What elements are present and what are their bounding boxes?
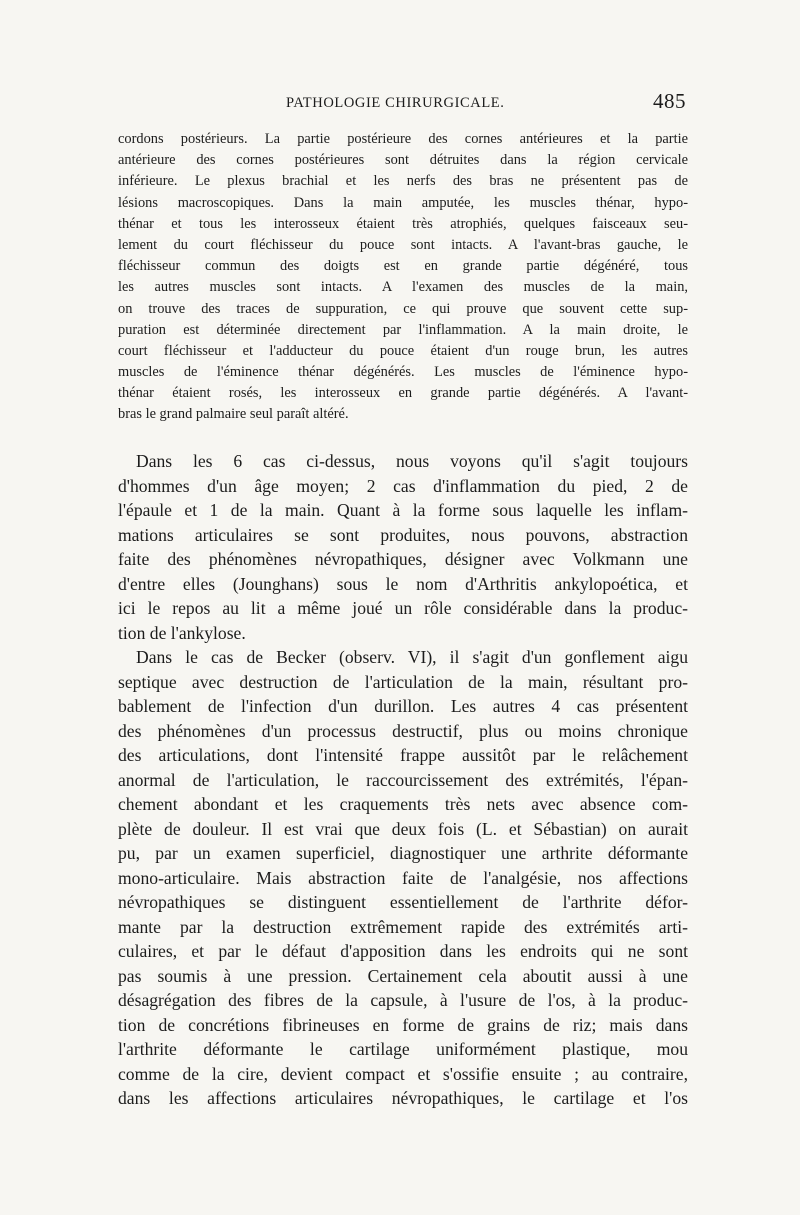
small-print-line: lement du court fléchisseur du pouce sont intacts. A l'avant-bras gauche, le [118,236,688,253]
body-line: tion de l'ankylose. [118,622,246,643]
body-line: des articulations, dont l'intensité frappe aussitôt par le relâchement [118,745,688,765]
small-print-line: puration est déterminée directement par l'inflammation. A la main droite, le [118,321,688,338]
small-print-line: cordons postérieurs. La partie postérieure des cornes antérieures et la partie [118,131,688,147]
body-line: désagrégation des fibres de la capsule, à l'usure de l'os, à la produc- [118,990,688,1010]
small-print-line: on trouve des traces de suppuration, ce qui prouve que souvent cette sup- [118,300,688,317]
body-line: l'arthrite déformante le cartilage uniformément plastique, mou [118,1039,688,1059]
body-line: septique avec destruction de l'articulation de la main, résultant pro- [118,671,688,692]
small-print-line: bras le grand palmaire seul paraît altéré. [118,406,349,423]
small-print-line: antérieure des cornes postérieures sont détruites dans la région cervicale [118,152,688,169]
paragraph-1 [118,449,688,645]
page-number: 485 [653,89,686,113]
small-print-line: fléchisseur commun des doigts est en grande partie dégénéré, tous [118,258,688,275]
body-line: tion de concrétions fibrineuses en forme de grains de riz; mais dans [118,1014,688,1035]
body-line: plète de douleur. Il est vrai que deux fois (L. et Sébastian) on aurait [118,818,688,839]
body-line: anormal de l'articulation, le raccourcissement des extrémités, l'épan- [118,769,688,790]
body-line: névropathiques se distinguent essentiellement de l'arthrite défor- [118,892,688,912]
paragraph-2 [118,645,688,1111]
small-print-block [118,129,688,426]
body-line: pas soumis à une pression. Certainement cela aboutit aussi à une [118,965,688,986]
small-print-line: inférieure. Le plexus brachial et les nerfs des bras ne présentent pas de [118,173,688,190]
body-line: Dans le cas de Becker (observ. VI), il s'agit d'un gonflement aigu [136,647,688,667]
small-print-line: thénar étaient rosés, les interosseux en grande partie dégénérés. A l'avant- [118,385,688,402]
small-print-line: thénar et tous les interosseux étaient très atrophiés, quelques faisceaux seu- [118,215,688,232]
body-line: Dans les 6 cas ci-dessus, nous voyons qu'il s'agit toujours [136,451,688,471]
body-line: dans les affections articulaires névropathiques, le cartilage et l'os [118,1088,688,1108]
body-line: d'hommes d'un âge moyen; 2 cas d'inflammation du pied, 2 de [118,475,688,496]
body-line: l'épaule et 1 de la main. Quant à la forme sous laquelle les inflam- [118,500,688,520]
body-line: mono-articulaire. Mais abstraction faite de l'analgésie, nos affections [118,867,688,888]
body-line: comme de la cire, devient compact et s'ossifie ensuite ; au contraire, [118,1063,688,1084]
body-line: chement abondant et les craquements très nets avec absence com- [118,794,688,814]
body-line: mante par la destruction extrêmement rapide des extrémités arti- [118,916,688,937]
body-line: mations articulaires se sont produites, nous pouvons, abstraction [118,524,688,545]
small-print-line: muscles de l'éminence thénar dégénérés. Les muscles de l'éminence hypo- [118,364,688,381]
body-line: bablement de l'infection d'un durillon. Les autres 4 cas présentent [118,696,688,716]
running-title: PATHOLOGIE CHIRURGICALE. [286,95,505,111]
body-line: culaires, et par le défaut d'apposition dans les endroits qui ne sont [118,941,688,961]
small-print-line: lésions macroscopiques. Dans la main amputée, les muscles thénar, hypo- [118,194,688,211]
body-line: pu, par un examen superficiel, diagnostiquer une arthrite déformante [118,843,688,863]
body-line: des phénomènes d'un processus destructif, plus ou moins chronique [118,720,688,741]
small-print-line: court fléchisseur et l'adducteur du pouce étaient d'un rouge brun, les autres [118,342,688,359]
body-line: faite des phénomènes névropathiques, désigner avec Volkmann une [118,549,688,569]
body-text-block [118,449,688,1111]
running-head [118,89,686,119]
body-line: d'entre elles (Jounghans) sous le nom d'Arthritis ankylopoética, et [118,573,688,594]
small-print-line: les autres muscles sont intacts. A l'examen des muscles de la main, [118,279,688,296]
body-line: ici le repos au lit a même joué un rôle considérable dans la produc- [118,598,688,618]
